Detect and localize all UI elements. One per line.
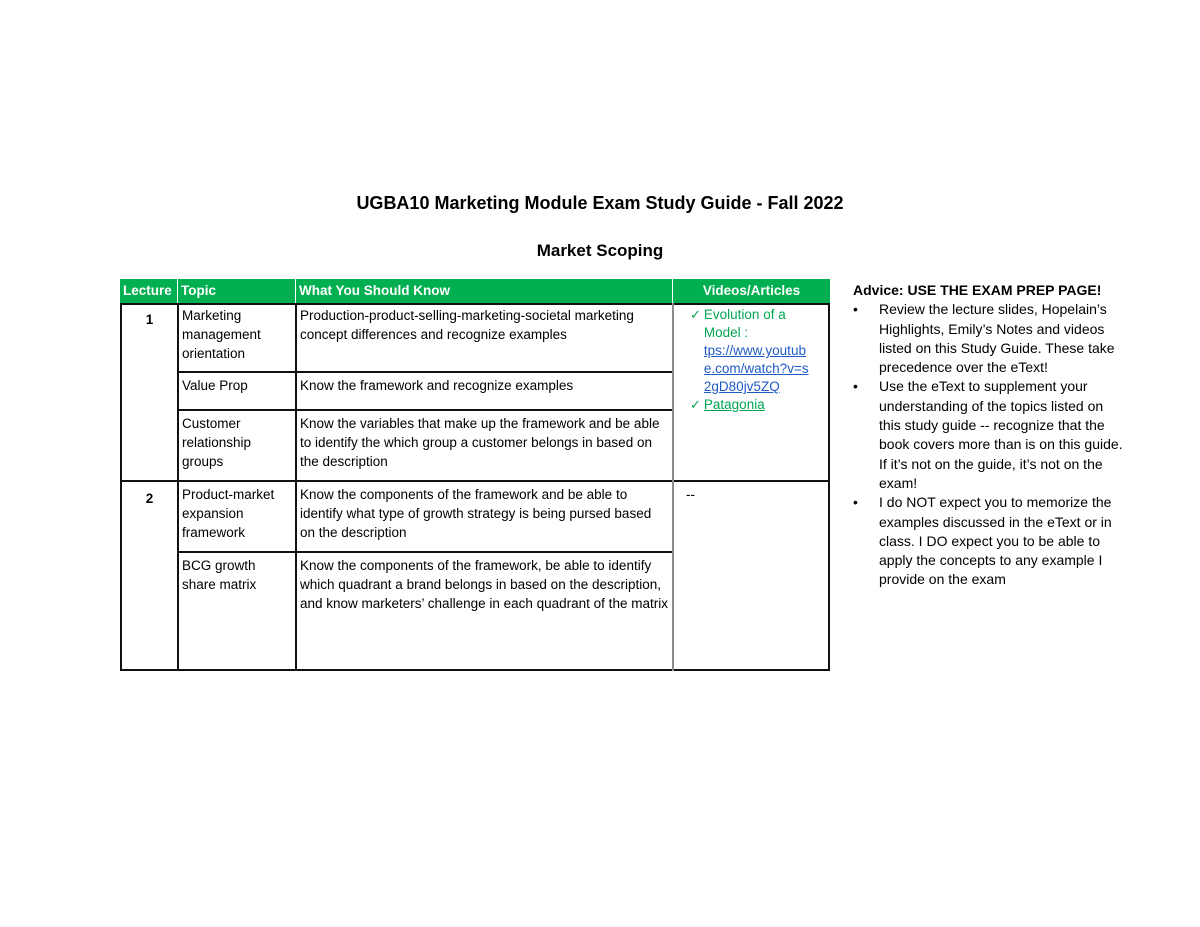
advice-heading: Advice: USE THE EXAM PREP PAGE! bbox=[853, 282, 1102, 298]
lecture-number: 2 bbox=[145, 491, 154, 506]
advice-item bbox=[853, 493, 1128, 589]
video-item bbox=[690, 306, 818, 396]
know-cell: Know the framework and recognize examples bbox=[300, 378, 574, 393]
table-bottom-border bbox=[120, 669, 830, 671]
column-header-videos-articles: Videos/Articles bbox=[673, 279, 830, 303]
advice-text: Use the eText to supplement your understanding of the topics listed on this study guide -- recognize that the book covers more than is on this guide. If it’s not on the guide, it’s not on the exam! bbox=[879, 378, 1123, 491]
know-cell: Know the variables that make up the framework and be able to identify the which group a customer belongs in based on the description bbox=[300, 416, 660, 469]
column-border bbox=[828, 303, 830, 671]
know-cell: Production-product-selling-marketing-societal marketing concept differences and recognize examples bbox=[300, 308, 634, 342]
youtube-link[interactable]: tps://www.youtube.com/watch?v=s2gD80jv5ZQ bbox=[703, 343, 809, 394]
topic-cell: Value Prop bbox=[182, 378, 248, 393]
bullet-icon: • bbox=[853, 301, 858, 318]
lecture-number: 1 bbox=[145, 312, 154, 327]
bullet-icon: • bbox=[853, 378, 858, 395]
topic-cell: Customer relationship groups bbox=[182, 416, 252, 469]
advice-item bbox=[853, 300, 1128, 377]
section-title: Market Scoping bbox=[536, 241, 664, 260]
advice-text: I do NOT expect you to memorize the examples discussed in the eText or in class. I DO expect you to be able to apply the concepts to any example I provide on the exam bbox=[879, 494, 1112, 588]
checkmark-icon: ✓ bbox=[690, 397, 701, 412]
patagonia-link[interactable]: Patagonia bbox=[703, 397, 765, 412]
know-cell: Know the components of the framework and be able to identify what type of growth strategy is being pursed based on the description bbox=[300, 487, 652, 540]
topic-cell: BCG growth share matrix bbox=[182, 558, 257, 592]
advice-panel bbox=[853, 281, 1128, 590]
video-title: Evolution of a Model : bbox=[703, 307, 786, 340]
videos-cell-lecture-2: -- bbox=[686, 487, 695, 502]
study-guide-table bbox=[120, 279, 830, 672]
page-title: UGBA10 Marketing Module Exam Study Guide - Fall 2022 bbox=[356, 193, 844, 213]
video-item bbox=[690, 396, 818, 414]
topic-cell: Product-market expansion framework bbox=[182, 487, 275, 540]
know-cell: Know the components of the framework, be able to identify which quadrant a brand belongs in based on the description, and know marketers’ challenge in each quadrant of the matrix bbox=[300, 558, 668, 611]
column-header-topic: Topic bbox=[178, 279, 296, 303]
checkmark-icon: ✓ bbox=[690, 307, 701, 322]
column-border bbox=[672, 303, 674, 671]
advice-text: Review the lecture slides, Hopelain’s Highlights, Emily’s Notes and videos listed on this Study Guide. These take precedence over the eText! bbox=[879, 301, 1115, 376]
topic-cell: Marketing management orientation bbox=[182, 308, 261, 361]
videos-cell-lecture-1 bbox=[676, 304, 826, 479]
column-header-lecture: Lecture bbox=[120, 279, 178, 303]
advice-item bbox=[853, 377, 1128, 493]
column-header-what-you-should-know: What You Should Know bbox=[296, 279, 673, 303]
bullet-icon: • bbox=[853, 494, 858, 511]
